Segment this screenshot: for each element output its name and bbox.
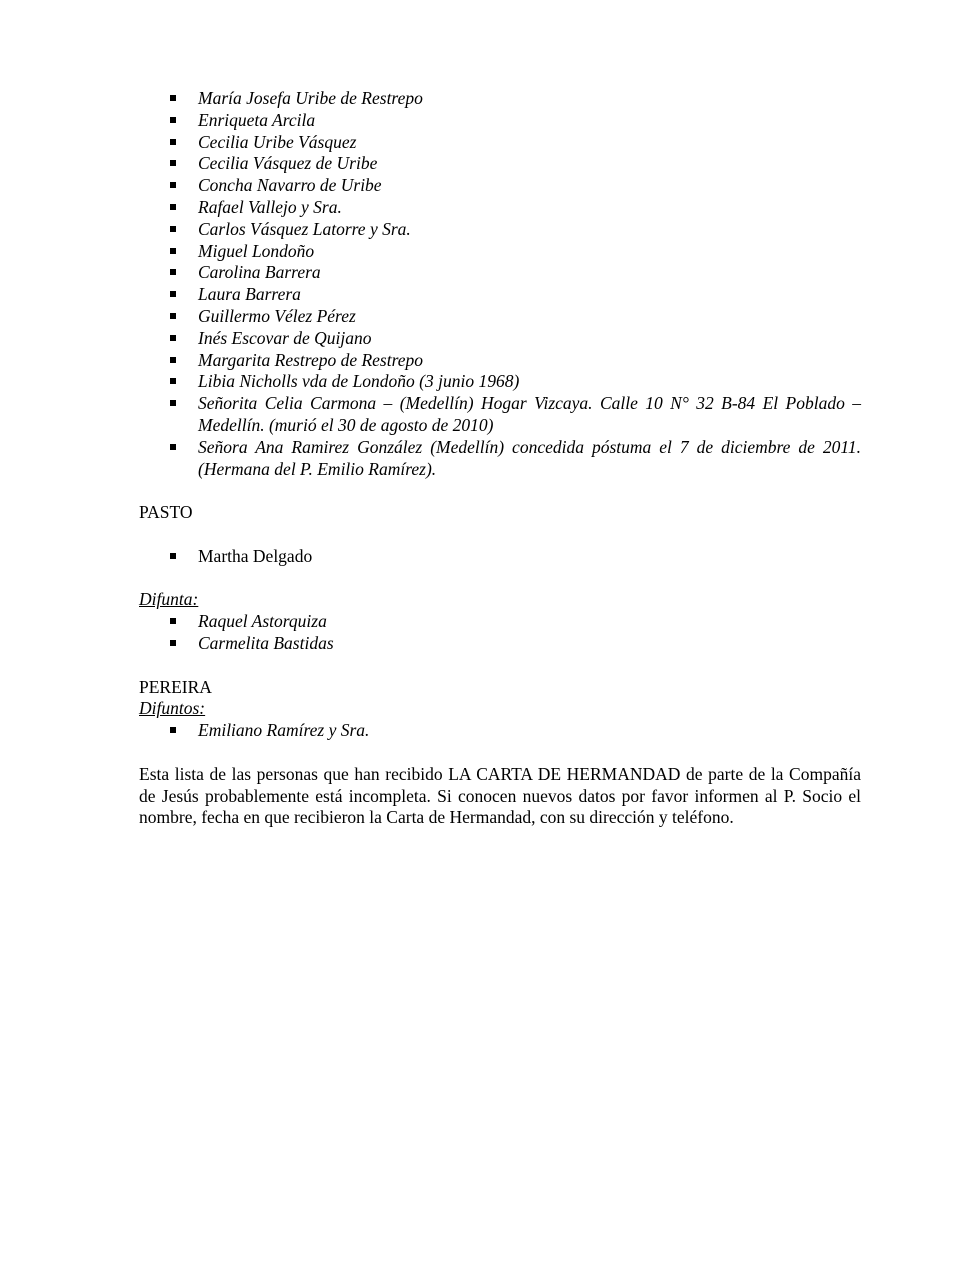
list-item bbox=[139, 720, 861, 742]
person-name: Carlos Vásquez Latorre y Sra. bbox=[198, 218, 411, 239]
pereira-heading: PEREIRA bbox=[139, 676, 212, 697]
square-bullet-icon bbox=[170, 553, 176, 559]
person-name: Cecilia Uribe Vásquez bbox=[198, 131, 357, 152]
square-bullet-icon bbox=[170, 291, 176, 297]
square-bullet-icon bbox=[170, 117, 176, 123]
medellin-list bbox=[139, 88, 861, 480]
list-item bbox=[139, 306, 861, 328]
person-name: Margarita Restrepo de Restrepo bbox=[198, 349, 424, 370]
list-item bbox=[139, 153, 861, 175]
spacer bbox=[139, 480, 861, 502]
square-bullet-icon bbox=[170, 269, 176, 275]
list-item bbox=[139, 546, 861, 568]
spacer bbox=[139, 655, 861, 677]
person-name: Martha Delgado bbox=[198, 545, 313, 566]
pasto-heading: PASTO bbox=[139, 502, 193, 523]
list-item bbox=[139, 611, 861, 633]
person-name: Guillermo Vélez Pérez bbox=[198, 305, 356, 326]
person-name: Concha Navarro de Uribe bbox=[198, 175, 382, 196]
square-bullet-icon bbox=[170, 313, 176, 319]
square-bullet-icon bbox=[170, 400, 176, 406]
square-bullet-icon bbox=[170, 226, 176, 232]
square-bullet-icon bbox=[170, 378, 176, 384]
square-bullet-icon bbox=[170, 335, 176, 341]
list-item bbox=[139, 219, 861, 241]
spacer bbox=[139, 742, 861, 764]
list-item bbox=[139, 328, 861, 350]
list-item bbox=[139, 350, 861, 372]
square-bullet-icon bbox=[170, 139, 176, 145]
square-bullet-icon bbox=[170, 444, 176, 450]
person-name: Inés Escovar de Quijano bbox=[198, 327, 372, 348]
spacer bbox=[139, 568, 861, 590]
square-bullet-icon bbox=[170, 182, 176, 188]
list-item bbox=[139, 437, 861, 481]
square-bullet-icon bbox=[170, 204, 176, 210]
person-name: Laura Barrera bbox=[198, 284, 301, 305]
person-name: María Josefa Uribe de Restrepo bbox=[198, 88, 423, 108]
list-item bbox=[139, 110, 861, 132]
pasto-deceased-list bbox=[139, 611, 861, 655]
list-item bbox=[139, 197, 861, 219]
person-name: Enriqueta Arcila bbox=[198, 109, 316, 130]
person-name: Rafael Vallejo y Sra. bbox=[198, 196, 342, 217]
person-name: Emiliano Ramírez y Sra. bbox=[198, 720, 370, 741]
list-item bbox=[139, 633, 861, 655]
square-bullet-icon bbox=[170, 95, 176, 101]
person-name: Raquel Astorquiza bbox=[198, 611, 327, 632]
list-item bbox=[139, 371, 861, 393]
list-item bbox=[139, 262, 861, 284]
square-bullet-icon bbox=[170, 727, 176, 733]
person-name: Miguel Londoño bbox=[198, 240, 315, 261]
person-name: Señorita Celia Carmona – (Medellín) Hogar Vizcaya. Calle 10 N° 32 B-84 El Poblado – Medellín. (murió el 30 de agosto de 2010) bbox=[198, 393, 861, 435]
pereira-deceased-list bbox=[139, 720, 861, 742]
person-name: Cecilia Vásquez de Uribe bbox=[198, 153, 378, 174]
pereira-deceased-label: Difuntos: bbox=[139, 698, 206, 719]
closing-paragraph: Esta lista de las personas que han recibido LA CARTA DE HERMANDAD de parte de la Compañía de Jesús probablemente está incompleta. Si conocen nuevos datos por favor informen al P. Socio el nombre, fecha en que recibieron la Carta de Hermandad, con su dirección y teléfono. bbox=[139, 763, 861, 828]
person-name: Libia Nicholls vda de Londoño (3 junio 1968) bbox=[198, 371, 520, 392]
list-item bbox=[139, 393, 861, 437]
square-bullet-icon bbox=[170, 357, 176, 363]
square-bullet-icon bbox=[170, 160, 176, 166]
list-item bbox=[139, 132, 861, 154]
square-bullet-icon bbox=[170, 618, 176, 624]
spacer bbox=[139, 524, 861, 546]
square-bullet-icon bbox=[170, 640, 176, 646]
document-page bbox=[139, 88, 861, 829]
person-name: Señora Ana Ramirez González (Medellín) concedida póstuma el 7 de diciembre de 2011. (Hermana del P. Emilio Ramírez). bbox=[198, 436, 861, 479]
list-item bbox=[139, 175, 861, 197]
person-name: Carolina Barrera bbox=[198, 262, 321, 283]
pasto-living-list bbox=[139, 546, 861, 568]
list-item bbox=[139, 88, 861, 110]
pasto-deceased-label: Difunta: bbox=[139, 589, 199, 610]
list-item bbox=[139, 284, 861, 306]
list-item bbox=[139, 241, 861, 263]
person-name: Carmelita Bastidas bbox=[198, 632, 334, 653]
square-bullet-icon bbox=[170, 248, 176, 254]
